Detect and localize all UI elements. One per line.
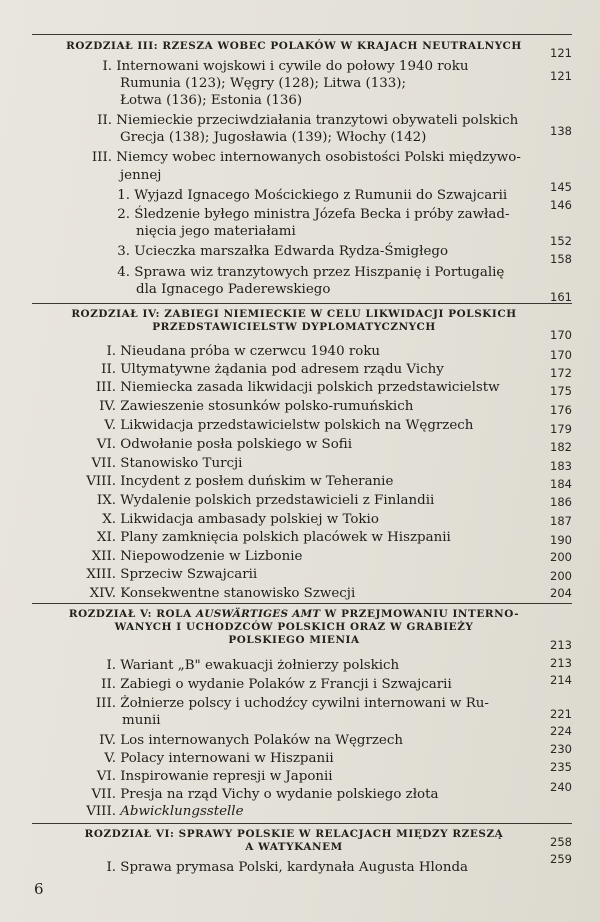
entry-title: Stanowisko Turcji (120, 456, 243, 471)
entry-continuation: Łotwa (136); Estonia (136) (120, 93, 303, 108)
entry-continuation: dla Ignacego Paderewskiego (136, 282, 331, 297)
entry-number: II. (101, 362, 116, 377)
toc-entry (66, 677, 452, 693)
entry-title: Incydent z posłem duńskim w Teheranie (120, 474, 394, 489)
entry-title: Sprzeciw Szwajcarii (120, 567, 258, 582)
entry-number: XIV. (89, 586, 116, 601)
entry-number: VI. (96, 769, 116, 784)
toc-entry (66, 399, 413, 415)
toc-subentry (110, 207, 509, 223)
page-folio: 6 (34, 880, 44, 898)
toc-entry (66, 696, 489, 712)
entry-title: Inspirowanie represji w Japonii (120, 769, 333, 784)
entry-title: Presja na rząd Vichy o wydanie polskiego złota (120, 787, 439, 802)
toc-entry (66, 418, 473, 434)
page-number: 121 (550, 69, 572, 83)
entry-number: VII. (91, 456, 116, 471)
page-number: 175 (550, 384, 572, 398)
entry-title: Niepowodzenie w Lizbonie (120, 549, 303, 564)
heading-line: ROZDZIAŁ III: RZESZA WOBEC POLAKÓW W KRAJACH NEUTRALNYCH (66, 40, 522, 52)
page-number: 186 (550, 495, 572, 509)
page-number: 200 (550, 550, 572, 564)
entry-title: Zabiegi o wydanie Polaków z Francji i Szwajcarii (120, 677, 452, 692)
entry-title: Abwicklungsstelle (120, 804, 244, 819)
page-number: 259 (550, 852, 572, 866)
entry-number: X. (102, 512, 116, 527)
entry-number: VI. (96, 437, 116, 452)
entry-title: Wariant „B" ewakuacji żołnierzy polskich (120, 658, 400, 673)
heading-line: ROZDZIAŁ IV: ZABIEGI NIEMIECKIE W CELU LIKWIDACJI POLSKICH (71, 308, 517, 320)
chapter-heading (40, 608, 548, 647)
entry-number: I. (106, 860, 116, 875)
page-number: 138 (550, 124, 572, 138)
toc-entry (66, 512, 379, 528)
toc-entry (66, 658, 399, 674)
toc-entry (66, 344, 380, 360)
page-number: 121 (550, 46, 572, 60)
entry-number: 1. (117, 188, 130, 203)
page-number: 152 (550, 234, 572, 248)
page-number: 230 (550, 742, 572, 756)
toc-subentry (110, 244, 448, 260)
page-number: 172 (550, 366, 572, 380)
entry-title: Wyjazd Ignacego Mościckiego z Rumunii do Szwajcarii (134, 188, 508, 203)
entry-number: VIII. (86, 804, 116, 819)
section-rule (32, 603, 572, 604)
entry-title: Wydalenie polskich przedstawicieli z Finlandii (120, 493, 435, 508)
toc-entry (66, 751, 334, 767)
entry-title: Żołnierze polscy i uchodźcy cywilni internowani w Ru- (120, 696, 489, 711)
entry-number: 2. (117, 207, 130, 222)
entry-title: Likwidacja przedstawicielstw polskich na Węgrzech (120, 418, 474, 433)
toc-entry (66, 474, 393, 490)
entry-number: I. (102, 59, 112, 74)
entry-number: III. (95, 696, 116, 711)
section-rule (32, 823, 572, 824)
entry-continuation: nięcia jego materiałami (136, 224, 296, 239)
page-number: 158 (550, 252, 572, 266)
heading-line: ROZDZIAŁ V: ROLA AUSWÄRTIGES AMT W PRZEJMOWANIU INTERNO- (68, 608, 520, 620)
entry-continuation: Rumunia (123); Węgry (128); Litwa (133); (120, 76, 406, 91)
page-number: 224 (550, 724, 572, 738)
page-number: 213 (550, 638, 572, 652)
toc-entry (66, 437, 352, 453)
page-number: 200 (550, 569, 572, 583)
page-number: 190 (550, 533, 572, 547)
entry-number: II. (101, 677, 116, 692)
entry-title: Likwidacja ambasady polskiej w Tokio (120, 512, 379, 527)
page-number: 170 (550, 328, 572, 342)
heading-line: ROZDZIAŁ VI: SPRAWY POLSKIE W RELACJACH MIĘDZY RZESZĄ (84, 828, 504, 840)
toc-entry (66, 113, 518, 129)
toc-subentry (110, 188, 507, 204)
entry-number: III. (95, 380, 116, 395)
page-number: 184 (550, 477, 572, 491)
entry-title: Los internowanych Polaków na Węgrzech (120, 733, 403, 748)
entry-number: XI. (96, 530, 116, 545)
toc-entry (66, 59, 556, 75)
page-number: 213 (550, 656, 572, 670)
page-number: 182 (550, 440, 572, 454)
entry-title: Nieudana próba w czerwcu 1940 roku (120, 344, 381, 359)
page-number: 161 (550, 290, 572, 304)
page-number: 235 (550, 760, 572, 774)
entry-number: I. (106, 658, 116, 673)
entry-number: V. (104, 751, 116, 766)
page-number: 176 (550, 403, 572, 417)
entry-number: VIII. (86, 474, 116, 489)
chapter-heading (40, 828, 548, 854)
entry-number: XIII. (86, 567, 116, 582)
heading-italic: AUSWÄRTIGES AMT (195, 608, 321, 620)
entry-title: Niemcy wobec internowanych osobistości Polski międzywo- (116, 150, 521, 165)
page-number: 214 (550, 673, 572, 687)
entry-number: V. (104, 418, 116, 433)
entry-title: Śledzenie byłego ministra Józefa Becka i próby zawład- (134, 207, 510, 222)
entry-title: Sprawa prymasa Polski, kardynała Augusta Hlonda (120, 860, 469, 875)
top-rule (32, 34, 572, 35)
toc-entry (66, 769, 333, 785)
toc-entry (66, 150, 521, 166)
page-number: 183 (550, 459, 572, 473)
entry-title: Plany zamknięcia polskich placówek w Hiszpanii (120, 530, 451, 545)
entry-number: IV. (99, 399, 116, 414)
toc-entry (66, 493, 434, 509)
heading-line: PRZEDSTAWICIELSTW DYPLOMATYCZNYCH (152, 321, 436, 333)
toc-entry (66, 530, 451, 546)
entry-continuation: Grecja (138); Jugosławia (139); Włochy (142) (120, 130, 427, 145)
page-number: 145 (550, 180, 572, 194)
toc-entry (66, 787, 438, 803)
toc-entry (66, 567, 257, 583)
entry-number: VII. (91, 787, 116, 802)
toc-entry (66, 380, 500, 396)
entry-continuation: munii (122, 713, 161, 728)
entry-number: IX. (96, 493, 116, 508)
entry-title: Ucieczka marszałka Edwarda Rydza-Śmigłego (134, 244, 449, 259)
entry-title: Odwołanie posła polskiego w Sofii (120, 437, 353, 452)
heading-line: POLSKIEGO MIENIA (228, 634, 360, 646)
entry-title: Zawieszenie stosunków polsko-rumuńskich (120, 399, 414, 414)
entry-title: Internowani wojskowi i cywile do połowy 1940 roku (116, 59, 469, 74)
entry-number: IV. (99, 733, 116, 748)
entry-title: Niemieckie przeciwdziałania tranzytowi obywateli polskich (116, 113, 519, 128)
page-number: 204 (550, 586, 572, 600)
toc-entry (66, 456, 242, 472)
entry-title: Sprawa wiz tranzytowych przez Hiszpanię i Portugalię (134, 265, 505, 280)
heading-line: A WATYKANEM (245, 841, 343, 853)
entry-title: Niemiecka zasada likwidacji polskich przedstawicielstw (120, 380, 500, 395)
page-number: 187 (550, 514, 572, 528)
entry-number: III. (91, 150, 112, 165)
entry-title: Ultymatywne żądania pod adresem rządu Vichy (120, 362, 444, 377)
page-number: 179 (550, 422, 572, 436)
chapter-heading (40, 308, 548, 334)
entry-number: II. (97, 113, 112, 128)
page-number: 258 (550, 835, 572, 849)
page-number: 240 (550, 780, 572, 794)
toc-entry (66, 362, 444, 378)
entry-title: Konsekwentne stanowisko Szwecji (120, 586, 356, 601)
entry-number: 4. (117, 265, 130, 280)
page-number: 170 (550, 348, 572, 362)
toc-entry (66, 860, 468, 876)
entry-continuation: jennej (120, 168, 162, 183)
entry-title: Polacy internowani w Hiszpanii (120, 751, 334, 766)
toc-entry (66, 586, 355, 602)
page-number: 221 (550, 707, 572, 721)
chapter-heading (40, 40, 548, 53)
entry-number: I. (106, 344, 116, 359)
heading-line: WANYCH I UCHODZCÓW POLSKICH ORAZ W GRABIEŻY (114, 621, 474, 633)
page-number: 146 (550, 198, 572, 212)
entry-number: 3. (117, 244, 130, 259)
entry-number: XII. (91, 549, 116, 564)
toc-entry (66, 804, 244, 820)
toc-subentry (110, 265, 504, 281)
toc-entry (66, 733, 403, 749)
toc-entry (66, 549, 302, 565)
section-rule (32, 303, 572, 304)
